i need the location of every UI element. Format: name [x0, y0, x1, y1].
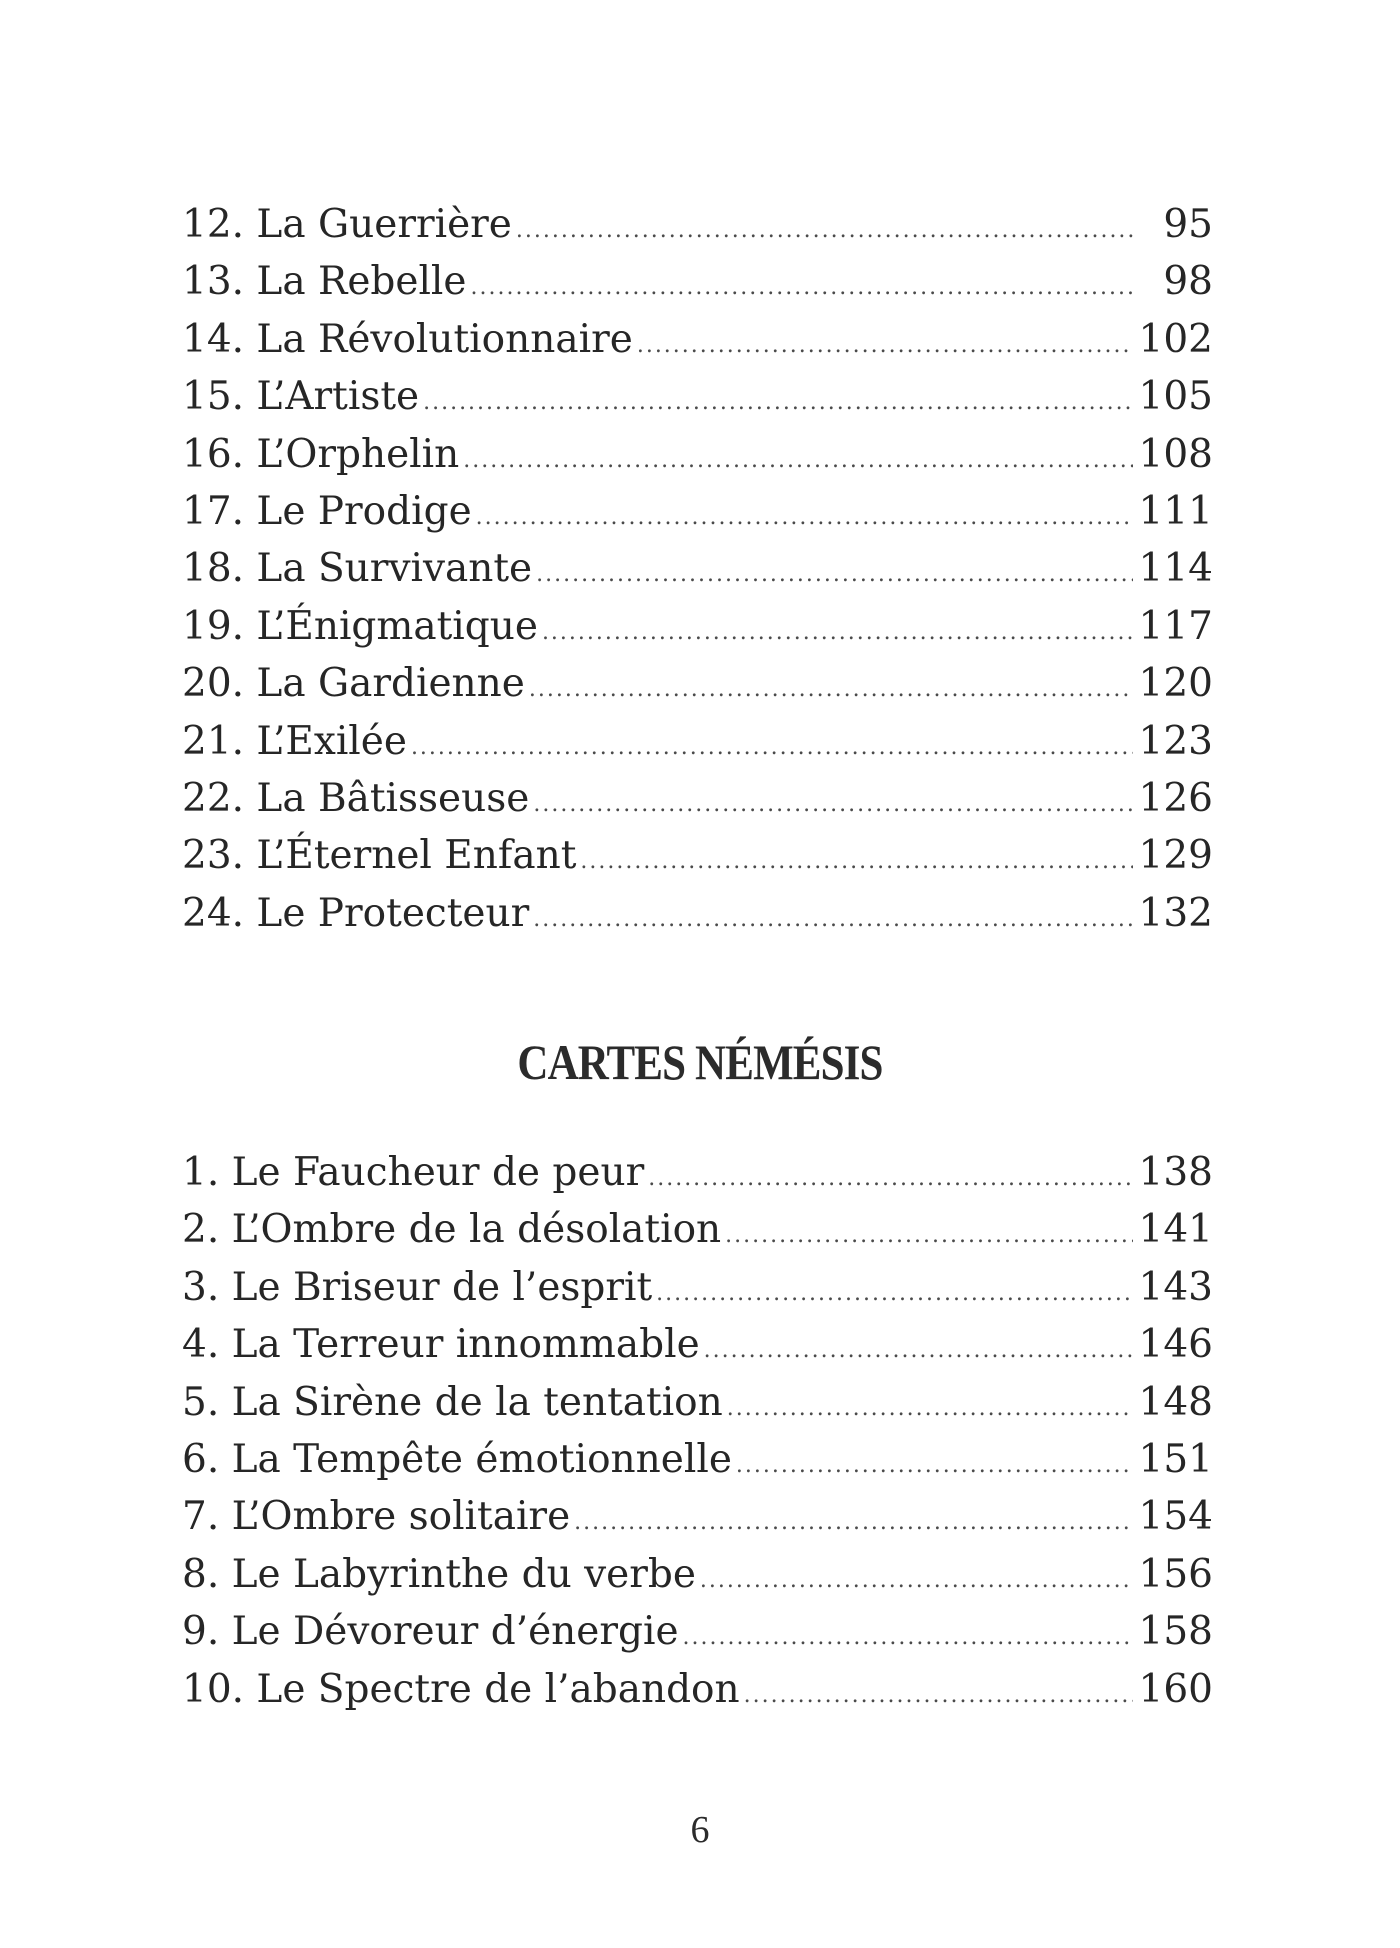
toc-entry: [182, 1661, 1213, 1718]
section-heading: CARTES NÉMÉSIS: [517, 1034, 883, 1090]
dot-leader: [700, 1552, 1133, 1609]
toc-entry: [182, 1201, 1213, 1258]
toc-entry-page: 160: [1138, 1666, 1213, 1712]
toc-entry-title: 17. Le Prodige: [182, 488, 472, 534]
toc-entry: [182, 426, 1213, 483]
toc-entry-title: 12. La Guerrière: [182, 202, 512, 247]
toc-entry-title: 10. Le Spectre de l’abandon: [182, 1666, 740, 1712]
toc-entry-title: 3. Le Briseur de l’esprit: [182, 1264, 653, 1310]
toc-entry-page: 123: [1138, 718, 1213, 764]
toc-entry-page: 102: [1138, 316, 1213, 362]
toc-entry-page: 129: [1138, 833, 1213, 879]
toc-entry-page: 146: [1138, 1322, 1213, 1368]
toc-entry: [182, 253, 1213, 310]
dot-leader: [542, 604, 1133, 661]
toc-entry-page: 117: [1138, 603, 1213, 649]
dot-leader: [463, 432, 1133, 489]
page-number: 6: [690, 1809, 710, 1851]
toc-entry-title: 22. La Bâtisseuse: [182, 775, 530, 821]
toc-entry-title: 16. L’Orphelin: [182, 431, 460, 477]
dot-leader: [476, 489, 1133, 546]
dot-leader: [580, 833, 1133, 890]
dot-leader: [529, 661, 1133, 718]
toc-entry: [182, 196, 1213, 253]
toc-entry: [182, 885, 1213, 942]
toc-entry-page: 105: [1138, 374, 1213, 420]
toc-entry-page: 143: [1138, 1264, 1213, 1310]
toc-entry: [182, 1546, 1213, 1603]
toc-entry-page: 120: [1138, 661, 1213, 707]
toc-entry: [182, 770, 1213, 827]
toc-entry: [182, 1144, 1213, 1201]
toc-entry-page: 132: [1138, 890, 1213, 936]
toc-entry: [182, 827, 1213, 884]
toc-entry: [182, 483, 1213, 540]
toc-entry-page: 114: [1138, 546, 1213, 592]
toc-entry-title: 6. La Tempête émotionnelle: [182, 1436, 732, 1482]
toc-entry: [182, 1374, 1213, 1431]
toc-entry-title: 9. Le Dévoreur d’énergie: [182, 1609, 679, 1655]
dot-leader: [536, 546, 1133, 603]
toc-entry-page: 141: [1138, 1207, 1213, 1253]
dot-leader: [470, 259, 1133, 316]
toc-entry-title: 8. Le Labyrinthe du verbe: [182, 1551, 696, 1597]
toc-entry-title: 20. La Gardienne: [182, 661, 525, 707]
dot-leader: [533, 891, 1133, 948]
toc-entry-title: 1. Le Faucheur de peur: [182, 1150, 645, 1195]
toc-list-nemesis: [182, 1144, 1213, 1718]
toc-list-archetypes: [182, 196, 1213, 942]
toc-entry: [182, 1259, 1213, 1316]
dot-leader: [637, 317, 1133, 374]
toc-entry: [182, 368, 1213, 425]
dot-leader: [411, 719, 1133, 776]
toc-entry-page: 111: [1138, 488, 1213, 534]
toc-entry-title: 7. L’Ombre solitaire: [182, 1494, 571, 1540]
toc-entry-title: 21. L’Exilée: [182, 718, 407, 764]
toc-entry-page: 154: [1138, 1494, 1213, 1540]
toc-entry-title: 4. La Terreur innommable: [182, 1322, 700, 1368]
toc-entry: [182, 655, 1213, 712]
toc-entry: [182, 598, 1213, 655]
toc-entry-page: 158: [1138, 1609, 1213, 1655]
dot-leader: [533, 776, 1133, 833]
dot-leader: [725, 1207, 1133, 1264]
dot-leader: [736, 1437, 1133, 1494]
toc-entry-page: 151: [1138, 1436, 1213, 1482]
toc-entry-title: 24. Le Protecteur: [182, 890, 530, 936]
toc-entry-title: 23. L’Éternel Enfant: [182, 833, 577, 879]
toc-entry: [182, 540, 1213, 597]
dot-leader: [656, 1265, 1133, 1322]
dot-leader: [423, 374, 1133, 431]
dot-leader: [683, 1609, 1133, 1666]
toc-entry: [182, 713, 1213, 770]
toc-entry: [182, 1488, 1213, 1545]
toc-entry: [182, 1431, 1213, 1488]
toc-entry-page: 95: [1163, 202, 1213, 247]
toc-entry: [182, 311, 1213, 368]
toc-entry-title: 19. L’Énigmatique: [182, 603, 538, 649]
dot-leader: [574, 1494, 1133, 1551]
toc-entry-page: 156: [1138, 1551, 1213, 1597]
toc-entry-title: 14. La Révolutionnaire: [182, 316, 633, 362]
dot-leader: [516, 202, 1133, 259]
dot-leader: [704, 1322, 1133, 1379]
dot-leader: [727, 1380, 1133, 1437]
dot-leader: [744, 1667, 1133, 1724]
toc-entry-page: 138: [1138, 1150, 1213, 1195]
toc-entry-title: 2. L’Ombre de la désolation: [182, 1207, 722, 1253]
toc-entry: [182, 1603, 1213, 1660]
toc-entry: [182, 1316, 1213, 1373]
toc-entry-title: 15. L’Artiste: [182, 374, 420, 420]
toc-entry-page: 98: [1163, 259, 1213, 305]
toc-entry-page: 148: [1138, 1379, 1213, 1425]
toc-entry-title: 18. La Survivante: [182, 546, 533, 592]
toc-entry-page: 126: [1138, 775, 1213, 821]
toc-entry-title: 5. La Sirène de la tentation: [182, 1379, 723, 1425]
toc-entry-page: 108: [1138, 431, 1213, 477]
toc-entry-title: 13. La Rebelle: [182, 259, 467, 305]
dot-leader: [648, 1150, 1133, 1207]
